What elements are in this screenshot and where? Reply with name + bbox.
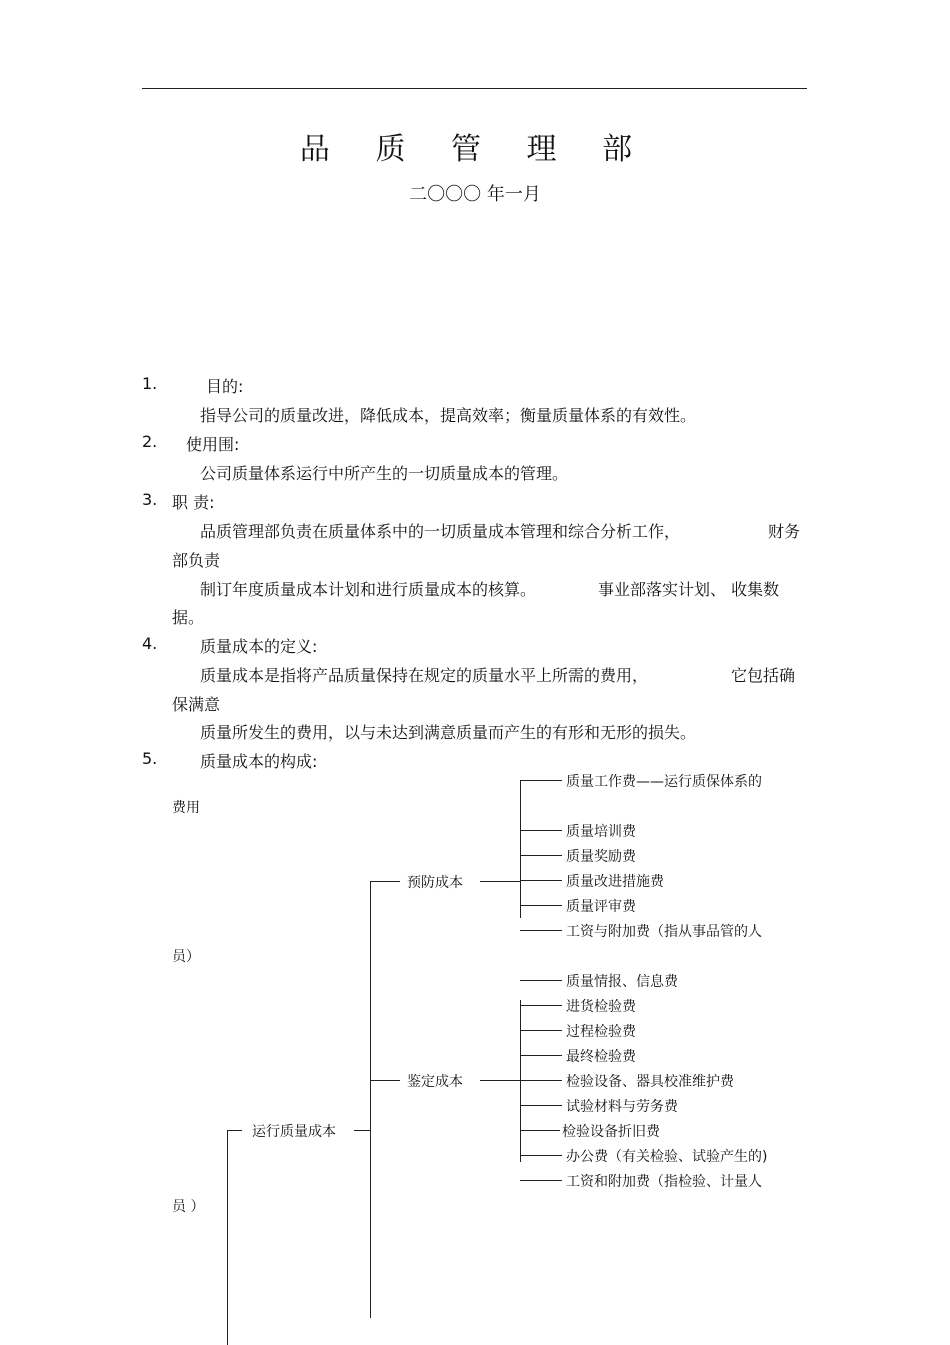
section-text: 品质管理部负责在质量体系中的一切质量成本管理和综合分析工作， bbox=[200, 522, 681, 541]
prevention-item: 质量奖励费 bbox=[566, 849, 636, 865]
appraisal-item: 办公费（有关检验、试验产生的) bbox=[566, 1149, 768, 1165]
leaf-line bbox=[520, 1105, 562, 1106]
wrap-text: 费用 bbox=[172, 800, 200, 816]
section-text: 它包括确 bbox=[731, 666, 796, 685]
prevention-item: 质量评审费 bbox=[566, 899, 636, 915]
appraisal-tick-line bbox=[370, 1080, 400, 1081]
leaf-line bbox=[520, 1180, 562, 1181]
leaf-line bbox=[520, 1155, 562, 1156]
appraisal-item: 进货检验费 bbox=[566, 999, 636, 1015]
prevention-item: 工资与附加费（指从事品管的人 bbox=[566, 924, 762, 940]
appraisal-branch-line bbox=[480, 1080, 521, 1081]
section-number: 5. bbox=[142, 749, 158, 768]
appraisal-item: 检验设备、器具校准维护费 bbox=[566, 1074, 734, 1090]
leaf-line bbox=[520, 830, 562, 831]
page-date: 二〇〇〇 年一月 bbox=[409, 184, 541, 205]
prevention-branch-line bbox=[480, 881, 521, 882]
branch-trunk-line bbox=[370, 881, 371, 1318]
prevention-item: 质量改进措施费 bbox=[566, 874, 664, 890]
section-number: 2. bbox=[142, 432, 158, 451]
leaf-line bbox=[520, 980, 562, 981]
appraisal-item: 工资和附加费（指检验、计量人 bbox=[566, 1174, 762, 1190]
section-text: 质量所发生的费用，以与未达到满意质量而产生的有形和无形的损失。 bbox=[200, 723, 697, 742]
prevention-item: 质量培训费 bbox=[566, 824, 636, 840]
root-branch-line bbox=[354, 1130, 370, 1131]
section-text: 事业部落实计划、 收集数 bbox=[598, 580, 780, 599]
root-tick-line bbox=[227, 1130, 242, 1131]
section-heading: 质量成本的定义: bbox=[200, 637, 318, 656]
appraisal-item: 过程检验费 bbox=[566, 1024, 636, 1040]
section-text: 保满意 bbox=[172, 695, 221, 714]
leaf-line bbox=[520, 855, 562, 856]
leaf-line bbox=[520, 930, 562, 931]
appraisal-bracket-line bbox=[520, 1000, 521, 1162]
root-trunk-line bbox=[227, 1130, 228, 1345]
leaf-line bbox=[520, 1080, 562, 1081]
appraisal-item: 质量情报、信息费 bbox=[566, 974, 678, 990]
leaf-line bbox=[520, 780, 562, 781]
leaf-line bbox=[520, 905, 562, 906]
section-text: 部负责 bbox=[172, 551, 221, 570]
section-text: 财务 bbox=[768, 522, 801, 541]
prevention-bracket-line bbox=[520, 780, 521, 918]
leaf-line bbox=[520, 1030, 562, 1031]
leaf-line bbox=[520, 880, 562, 881]
section-text: 据。 bbox=[172, 608, 205, 627]
appraisal-item: 最终检验费 bbox=[566, 1049, 636, 1065]
section-number: 3. bbox=[142, 490, 158, 509]
section-heading: 质量成本的构成: bbox=[200, 752, 318, 771]
section-text: 指导公司的质量改进，降低成本，提高效率；衡量质量体系的有效性。 bbox=[200, 406, 697, 425]
section-heading: 职 责: bbox=[172, 493, 215, 512]
leaf-line bbox=[520, 1005, 562, 1006]
wrap-text: 员） bbox=[172, 949, 200, 965]
section-number: 4. bbox=[142, 634, 158, 653]
section-text: 制订年度质量成本计划和进行质量成本的核算。 bbox=[200, 580, 537, 599]
section-heading: 使用围: bbox=[186, 435, 240, 454]
section-text: 公司质量体系运行中所产生的一切质量成本的管理。 bbox=[200, 464, 569, 483]
section-heading: 目的: bbox=[206, 377, 244, 396]
prevention-label: 预防成本 bbox=[407, 875, 463, 891]
top-rule bbox=[142, 88, 807, 89]
tree-root-label: 运行质量成本 bbox=[252, 1124, 336, 1140]
appraisal-item: 检验设备折旧费 bbox=[562, 1124, 660, 1140]
wrap-text: 员 ） bbox=[172, 1199, 205, 1215]
appraisal-label: 鉴定成本 bbox=[407, 1074, 463, 1090]
leaf-line bbox=[520, 1055, 562, 1056]
prevention-tick-line bbox=[370, 881, 400, 882]
appraisal-item: 试验材料与劳务费 bbox=[566, 1099, 678, 1115]
section-number: 1. bbox=[142, 374, 158, 393]
section-text: 质量成本是指将产品质量保持在规定的质量水平上所需的费用， bbox=[200, 666, 649, 685]
page-title: 品 质 管 理 部 bbox=[299, 132, 651, 167]
leaf-line bbox=[520, 1130, 560, 1131]
prevention-item: 质量工作费——运行质保体系的 bbox=[566, 774, 762, 790]
